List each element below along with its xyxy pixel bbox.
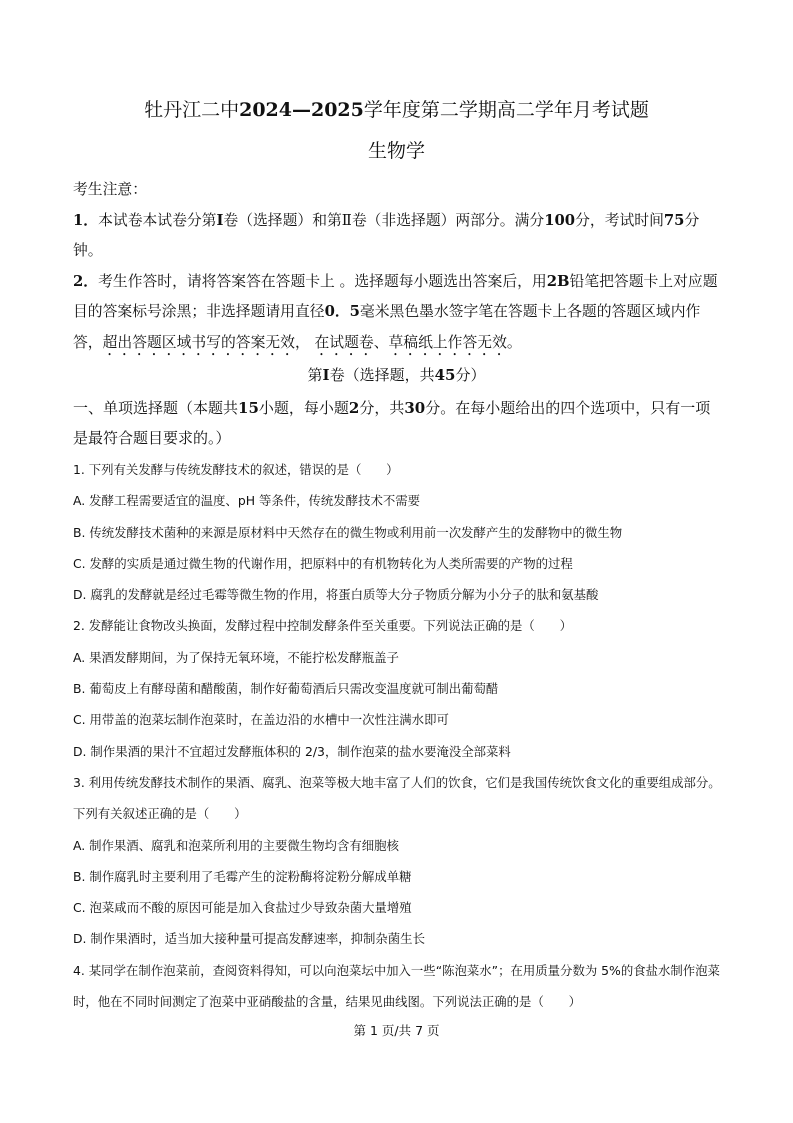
page-title — [0, 96, 793, 124]
question-stem: 1. 下列有关发酵与传统发酵技术的叙述，错误的是（ ） — [73, 462, 399, 477]
question-option: B. 传统发酵技术菌种的来源是原材料中天然存在的微生物或利用前一次发酵产生的发酵物中的微生物 — [73, 524, 623, 540]
title-term: 学年度第二学期高二学年月考试题 — [363, 99, 649, 121]
question-option: D. 制作果酒时，适当加大接种量可提高发酵速率，抑制杂菌生长 — [73, 931, 425, 947]
note-2-emphasis-a: 超出答题区域书写的答案无效 — [102, 333, 295, 351]
note-1-text-a: 本试卷本试卷分第 — [98, 211, 217, 229]
question-option: B. 制作腐乳时主要利用了毛霉产生的淀粉酶将淀粉分解成单糖 — [73, 868, 412, 884]
section-desc-f: 30 — [404, 399, 426, 417]
question-option: C. 泡菜咸而不酸的原因可能是加入食盐过少导致杂菌大量增殖 — [73, 900, 412, 916]
note-2-text-b: 2B — [546, 272, 570, 290]
note-2 — [73, 267, 723, 359]
note-1-text-c: 卷（选择题）和第Ⅱ卷（非选择题）两部分。满分 — [223, 211, 545, 229]
note-1-text-g: 分钟。 — [73, 211, 700, 259]
page-footer: 第 1 页/共 7 页 — [353, 1023, 440, 1038]
question-stem: 2. 发酵能让食物改头换面，发酵过程中控制发酵条件至关重要。下列说法正确的是（ ） — [73, 618, 572, 634]
note-1-number: 1． — [73, 211, 99, 229]
section-desc-b: 15 — [238, 399, 259, 417]
question-option: D. 腐乳的发酵就是经过毛霉等微生物的作用，将蛋白质等大分子物质分解为小分子的肽和氨基酸 — [73, 587, 599, 603]
question-option: C. 用带盖的泡菜坛制作泡菜时，在盖边沿的水槽中一次性注满水即可 — [73, 712, 449, 728]
title-years: 2024—2025 — [239, 99, 364, 121]
section-description — [73, 393, 723, 453]
note-2-number: 2． — [73, 272, 99, 290]
note-2-emphasis-b: 在试题卷、草稿纸上作答无效 — [314, 333, 507, 351]
question-option: A. 果酒发酵期间，为了保持无氧环境，不能拧松发酵瓶盖子 — [73, 649, 399, 665]
note-1-text-e: 分，考试时间 — [575, 211, 664, 229]
section-desc-a: 一、单项选择题（本题共 — [73, 399, 239, 417]
question-stem: 3. 利用传统发酵技术制作的果酒、腐乳、泡菜等极大地丰富了人们的饮食，它们是我国传统饮食文化的重要组成部分。下列有关叙述正确的是（ ） — [73, 774, 721, 822]
section-heading — [0, 364, 793, 386]
question-list — [73, 454, 723, 1017]
section-heading-c: 卷（选择题，共 — [329, 366, 435, 384]
section-desc-c: 小题，每小题 — [258, 399, 349, 417]
section-heading-a: 第 — [307, 366, 323, 384]
note-2-text-e: 毫米黑色墨水签字笔在答题卡上各题的答题区域内作答， — [73, 303, 701, 351]
exam-notes — [73, 175, 723, 359]
note-1-text-b: I — [216, 211, 224, 229]
section-heading-b: I — [322, 366, 330, 384]
question-option: A. 制作果酒、腐乳和泡菜所利用的主要微生物均含有细胞核 — [73, 837, 399, 853]
notes-lead: 考生注意： — [73, 181, 147, 198]
question-option: C. 发酵的实质是通过微生物的代谢作用，把原料中的有机物转化为人类所需要的产物的过程 — [73, 555, 573, 571]
note-1-text-d: 100 — [544, 211, 576, 229]
section-heading-e: 分） — [455, 366, 486, 384]
note-1 — [73, 206, 723, 267]
question-option: D. 制作果酒的果汁不宜超过发酵瓶体积的 2/3，制作泡菜的盐水要淹没全部菜料 — [73, 743, 511, 759]
question-option: A. 发酵工程需要适宜的温度、pH 等条件，传统发酵技术不需要 — [73, 493, 421, 509]
note-1-text-f: 75 — [663, 211, 685, 229]
note-2-text-d: 0．5 — [324, 303, 360, 320]
section-desc-e: 分，共 — [359, 399, 405, 417]
section-heading-d: 45 — [434, 366, 456, 384]
question-option: B. 葡萄皮上有酵母菌和醋酸菌，制作好葡萄酒后只需改变温度就可制出葡萄醋 — [73, 681, 499, 697]
title-school: 牡丹江二中 — [144, 99, 240, 121]
subject-title: 生物学 — [367, 140, 425, 162]
note-2-text-g: ， — [294, 333, 315, 351]
note-2-text-c: 铅笔把答题卡上对应题目的答案标号涂黑；非选择题请用直径 — [73, 272, 718, 320]
note-2-text-i: 。 — [506, 333, 522, 351]
question-stem: 4. 某同学在制作泡菜前，查阅资料得知，可以向泡菜坛中加入一些“陈泡菜水”；在用质量分数为 5%的食盐水制作泡菜时，他在不同时间测定了泡菜中亚硝酸盐的含量，结果见曲线图。下列说法正确的是（ ） — [73, 962, 720, 1010]
section-desc-d: 2 — [348, 399, 360, 417]
note-2-text-a: 考生作答时，请将答案答在答题卡上 。选择题每小题选出答案后，用 — [98, 272, 547, 290]
section-desc-g: 分。在每小题给出的四个选项中，只有一项是最符合题目要求的。） — [73, 399, 711, 447]
